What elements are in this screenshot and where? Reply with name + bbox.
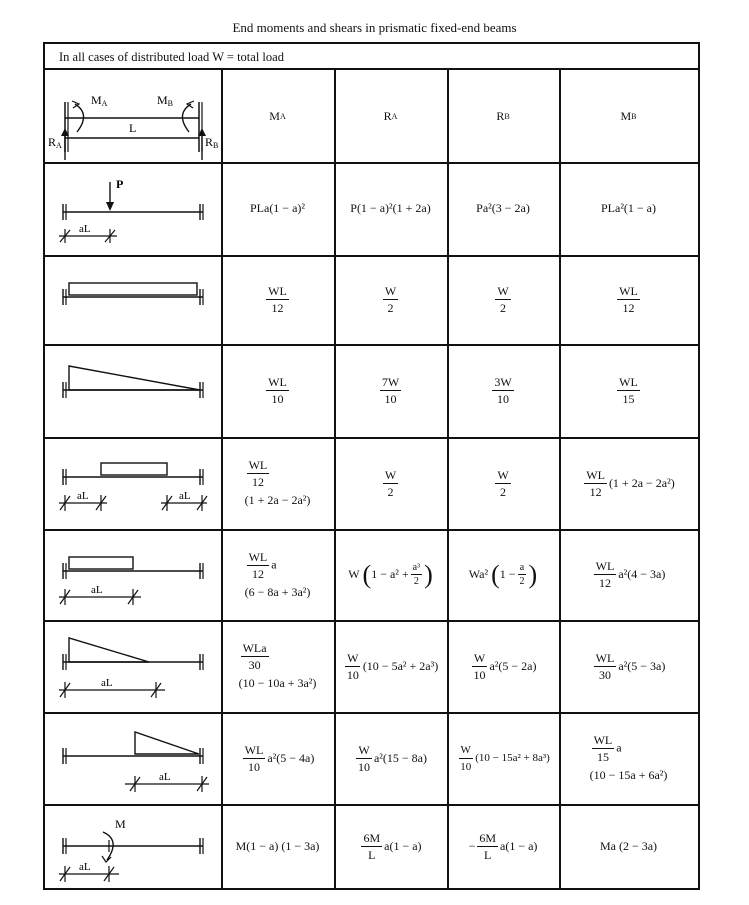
r2-mb: $\frac{WL}{12}$ bbox=[619, 284, 638, 315]
label-ra: RA bbox=[48, 135, 62, 150]
label-rb: RB bbox=[205, 135, 219, 150]
r5-rb: Wa² ( 1 − $\frac{a}{2}$ ) bbox=[468, 559, 538, 589]
r6-mb: $\frac{WL}{30}$ a²(5 − 3a) bbox=[595, 650, 666, 682]
point-load-svg bbox=[45, 162, 221, 255]
page-title: End moments and shears in prismatic fixed-end beams bbox=[232, 20, 517, 35]
diagram-central-load bbox=[45, 437, 221, 529]
r4-mb: $\frac{WL}{12}$ (1 + 2a − 2a²) bbox=[586, 467, 675, 499]
r7-mb: $\frac{WL}{15}$ a (10 − 15a + 6a²) bbox=[589, 733, 668, 782]
label-m: M bbox=[115, 817, 126, 831]
r5-ma: $\frac{WL}{12}$ a (6 − 8a + 3a²) bbox=[244, 549, 311, 599]
header-ra: R A bbox=[383, 108, 398, 123]
table-note: In all cases of distributed load W = total load bbox=[45, 44, 698, 70]
r4-ma: $\frac{WL}{12}$ (1 + 2a − 2a²) bbox=[244, 458, 311, 507]
label-al: aL bbox=[159, 771, 171, 783]
label-l: L bbox=[129, 121, 137, 135]
label-al: aL bbox=[79, 223, 91, 235]
diagram-uniform-load bbox=[45, 255, 221, 344]
r7-rb: $\frac{W}{10}$ (10 − 15a² + 8a³) bbox=[460, 743, 550, 773]
r1-ma: PLa(1 − a)² bbox=[249, 201, 305, 215]
r3-rb: $\frac{3W}{10}$ bbox=[494, 375, 512, 406]
applied-moment-svg bbox=[45, 804, 221, 888]
r3-mb: $\frac{WL}{15}$ bbox=[619, 375, 638, 406]
r8-ma: M(1 − a) (1 − 3a) bbox=[235, 838, 320, 853]
label-al: aL bbox=[79, 861, 91, 873]
central-load-svg bbox=[45, 437, 221, 529]
r7-ra: $\frac{W}{10}$ a²(15 − 8a) bbox=[357, 742, 427, 774]
r1-mb: PLa²(1 − a) bbox=[600, 201, 656, 215]
diagram-applied-moment bbox=[45, 804, 221, 888]
r6-ra: $\frac{W}{10}$ (10 − 5a² + 2a³) bbox=[346, 650, 439, 682]
r1-rb: Pa²(3 − 2a) bbox=[476, 201, 530, 215]
r3-ma: $\frac{WL}{10}$ bbox=[268, 375, 287, 406]
r5-ra: W ( 1 − a² + $\frac{\text{a³}}{2}$ ) bbox=[348, 559, 433, 589]
r4-ra: $\frac{W}{2}$ bbox=[384, 467, 397, 499]
label-al-left: aL bbox=[77, 490, 89, 502]
label-mb: MB bbox=[157, 93, 174, 108]
right-triangular-load-svg bbox=[45, 712, 221, 804]
left-triangular-load-svg bbox=[45, 620, 221, 712]
uniform-load-svg bbox=[45, 255, 221, 344]
r8-mb: Ma (2 − 3a) bbox=[599, 838, 658, 853]
diagram-point-load bbox=[45, 162, 221, 255]
header-rb: R B bbox=[496, 108, 510, 123]
r8-rb: − $\frac{6M}{L}$ a(1 − a) bbox=[468, 830, 538, 862]
header-diagram bbox=[45, 70, 221, 162]
r2-ra: $\frac{W}{2}$ bbox=[384, 284, 397, 315]
diagram-left-partial-load bbox=[45, 529, 221, 620]
r2-ma: $\frac{WL}{12}$ bbox=[268, 284, 287, 315]
r1-ra: P(1 − a)²(1 + 2a) bbox=[350, 201, 431, 215]
label-al: aL bbox=[101, 677, 113, 689]
label-al: aL bbox=[91, 584, 103, 596]
label-al-right: aL bbox=[179, 490, 191, 502]
diagram-left-triangular-load bbox=[45, 620, 221, 712]
r6-rb: $\frac{W}{10}$ a²(5 − 2a) bbox=[473, 650, 537, 682]
r6-ma: $\frac{\text{WLa}}{30}$ (10 − 10a + 3a²) bbox=[238, 641, 317, 690]
r8-ra: $\frac{6M}{L}$ a(1 − a) bbox=[363, 830, 422, 862]
diagram-right-triangular-load bbox=[45, 712, 221, 804]
triangular-load-svg bbox=[45, 344, 221, 437]
header-mb: M B bbox=[620, 108, 637, 123]
header-beam-diagram bbox=[45, 70, 221, 162]
beam-table bbox=[43, 42, 700, 890]
r5-mb: $\frac{WL}{12}$ a²(4 − 3a) bbox=[595, 559, 666, 590]
left-partial-load-svg bbox=[45, 529, 221, 620]
r4-rb: $\frac{W}{2}$ bbox=[497, 467, 509, 499]
r7-ma: $\frac{WL}{10}$ a²(5 − 4a) bbox=[244, 742, 315, 774]
label-p: P bbox=[116, 177, 124, 191]
r2-rb: $\frac{W}{2}$ bbox=[497, 284, 509, 315]
label-ma: MA bbox=[91, 93, 108, 108]
header-ma: M A bbox=[269, 108, 286, 123]
table-grid bbox=[45, 70, 698, 888]
r3-ra: $\frac{7W}{10}$ bbox=[381, 375, 400, 406]
diagram-triangular-load bbox=[45, 344, 221, 437]
